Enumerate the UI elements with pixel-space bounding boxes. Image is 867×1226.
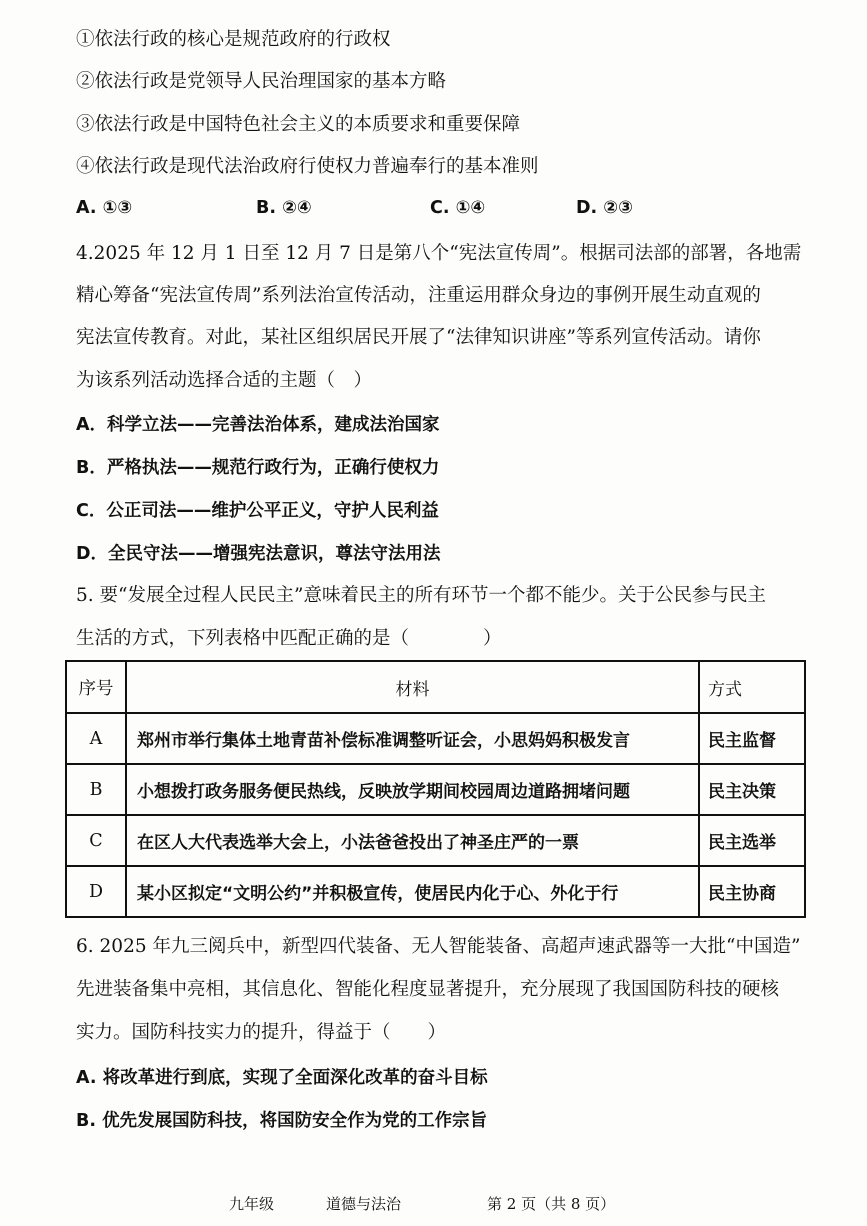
q3-statement-1: ①依法行政的核心是规范政府的行政权 [76,29,391,50]
row-method: 民主监督 [699,713,805,764]
row-method: 民主协商 [699,866,805,917]
q6-option-a: A. 将改革进行到底，实现了全面深化改革的奋斗目标 [76,1068,488,1088]
table-header-row [66,661,805,713]
header-method: 方式 [699,661,805,713]
footer-grade: 九年级 [229,1195,275,1213]
q3-statement-3: ③依法行政是中国特色社会主义的本质要求和重要保障 [76,114,521,135]
table-row [66,764,805,815]
row-method: 民主决策 [699,764,805,815]
q4-line-1: 4.2025 年 12 月 1 日至 12 月 7 日是第八个“宪法宣传周”。根据司法部的部署，各地需 [76,243,802,264]
header-index: 序号 [66,661,126,713]
header-material: 材料 [126,661,699,713]
q4-option-a: A．科学立法——完善法治体系，建成法治国家 [76,415,440,435]
q3-statement-4: ④依法行政是现代法治政府行使权力普遍奉行的基本准则 [76,156,539,177]
q3-option-a: A. ①③ [76,198,133,218]
q5-line-2: 生活的方式，下列表格中匹配正确的是（ ） [76,628,502,649]
row-index: B [66,764,126,815]
q4-line-2: 精心筹备“宪法宣传周”系列法治宣传活动，注重运用群众身边的事例开展生动直观的 [76,285,761,306]
q4-line-4: 为该系列活动选择合适的主题（ ） [76,370,373,391]
q6-line-1: 6. 2025 年九三阅兵中，新型四代装备、无人智能装备、高超声速武器等一大批“中国造” [76,936,801,957]
q3-option-b: B. ②④ [256,198,312,218]
q4-option-d: D．全民守法——增强宪法意识，尊法守法用法 [76,544,441,564]
q6-line-3: 实力。国防科技实力的提升，得益于（ ） [76,1022,447,1043]
q5-table [65,660,806,918]
table-row [66,815,805,866]
q3-statement-2: ②依法行政是党领导人民治理国家的基本方略 [76,71,447,92]
q3-option-c: C. ①④ [430,198,486,218]
row-index: C [66,815,126,866]
table-row [66,866,805,917]
row-material: 郑州市举行集体土地青苗补偿标准调整听证会，小思妈妈积极发言 [126,713,699,764]
row-index: A [66,713,126,764]
row-method: 民主选举 [699,815,805,866]
q4-option-c: C．公正司法——维护公平正义，守护人民利益 [76,501,439,521]
q4-line-3: 宪法宣传教育。对此，某社区组织居民开展了“法律知识讲座”等系列宣传活动。请你 [76,327,761,348]
table-row [66,713,805,764]
row-index: D [66,866,126,917]
row-material: 小想拨打政务服务便民热线，反映放学期间校园周边道路拥堵问题 [126,764,699,815]
q6-line-2: 先进装备集中亮相，其信息化、智能化程度显著提升，充分展现了我国国防科技的硬核 [76,979,780,1000]
row-material: 某小区拟定“文明公约”并积极宣传，使居民内化于心、外化于行 [126,866,699,917]
footer-subject: 道德与法治 [326,1195,402,1213]
q6-option-b: B. 优先发展国防科技，将国防安全作为党的工作宗旨 [76,1111,488,1131]
q4-option-b: B．严格执法——规范行政行为，正确行使权力 [76,458,440,478]
footer-page-number: 第 2 页（共 8 页） [487,1195,616,1213]
q3-option-d: D. ②③ [576,198,633,218]
row-material: 在区人大代表选举大会上，小法爸爸投出了神圣庄严的一票 [126,815,699,866]
q5-line-1: 5. 要“发展全过程人民民主”意味着民主的所有环节一个都不能少。关于公民参与民主 [76,585,766,606]
